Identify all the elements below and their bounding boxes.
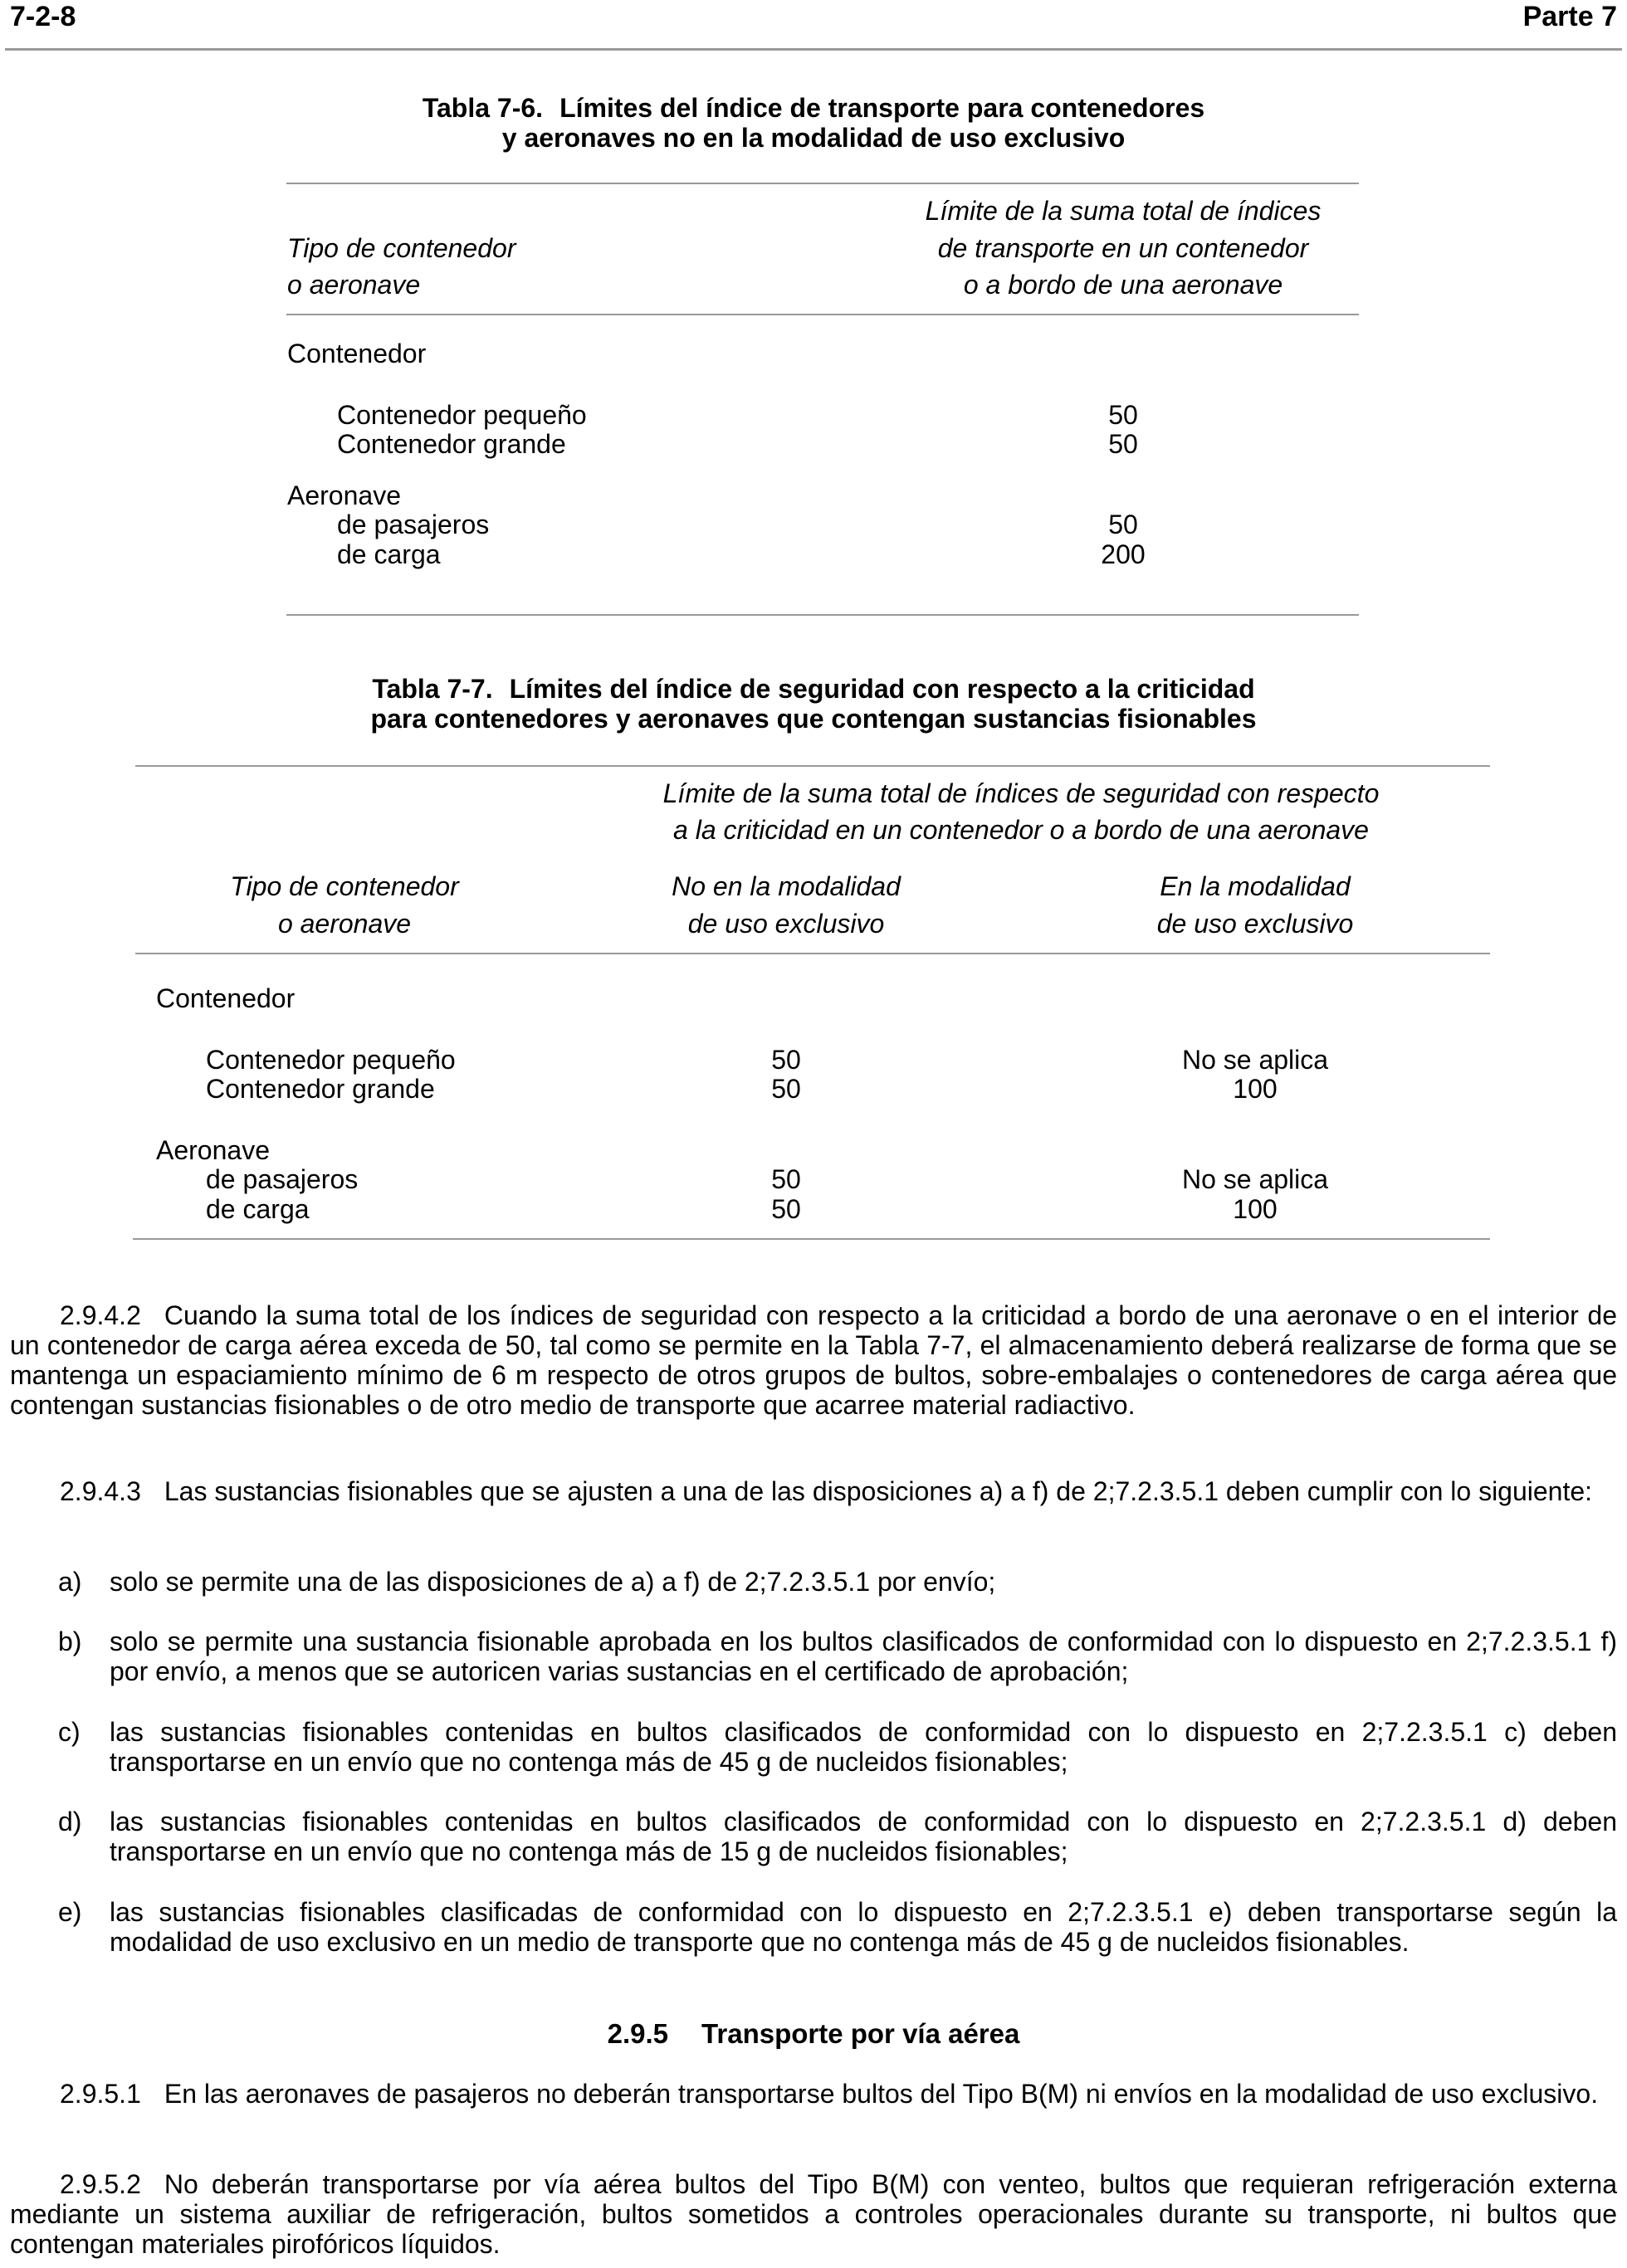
paragraph-2-9-5-2	[10, 2169, 1617, 2259]
header-rule	[5, 48, 1622, 51]
table-7-6-label: Tabla 7-6.	[422, 93, 544, 123]
table-7-6-col2-header: de transporte en un contenedor	[937, 233, 1309, 263]
table-7-6-group-label: Aeronave	[287, 480, 401, 510]
list-marker: b)	[58, 1627, 82, 1656]
list-text: las sustancias fisionables clasificadas de conformidad con lo dispuesto en 2;7.2.3.5.1 e) deben transportarse según la modalidad de uso exclusivo en un medio de transporte que no contenga más de 45 g de nucleidos fisionables.	[110, 1897, 1617, 1957]
paragraph-text: Cuando la suma total de los índices de seguridad con respecto a la criticidad a bordo de una aeronave o en el interior de un contenedor de carga aérea exceda de 50, tal como se permite en la Tabla 7-7, el almacenamiento deberá realizarse de forma que se mantenga un espaciamiento mínimo de 6 m respecto de otros grupos de bultos, sobre-embalajes o contenedores de carga aérea que contengan sustancias fisionables o de otro medio de transporte que acarree material radiactivo.	[10, 1300, 1617, 1420]
table-7-7-top-rule	[135, 765, 1490, 767]
list-item	[58, 1717, 1617, 1777]
table-7-7-row-label: de pasajeros	[206, 1164, 359, 1194]
table-7-6-row-value: 50	[1108, 429, 1138, 459]
table-7-7-bottom-rule	[133, 1238, 1490, 1240]
table-7-7-row-value: 50	[771, 1164, 801, 1194]
table-7-7-row-value: No se aplica	[1181, 1164, 1329, 1194]
table-7-6-title-line1: Límites del índice de transporte para contenedores	[559, 93, 1205, 123]
paragraph-2-9-5-1	[10, 2079, 1617, 2109]
table-7-7-row-label: Contenedor grande	[206, 1074, 435, 1104]
list-item	[58, 1897, 1617, 1957]
table-7-6-col2-header: o a bordo de una aeronave	[963, 270, 1283, 300]
list-marker: c)	[58, 1717, 81, 1747]
part-label: Parte 7	[1522, 1, 1617, 32]
table-7-7-col1-header: o aeronave	[277, 909, 412, 939]
table-7-7-header-rule	[135, 953, 1490, 954]
table-7-7-title-line1: Límites del índice de seguridad con respecto a la criticidad	[509, 674, 1255, 704]
table-7-7-row-value: 100	[1233, 1074, 1278, 1104]
table-7-7-col3-header: En la modalidad	[1160, 871, 1351, 901]
table-7-6-col1-header: Tipo de contenedor	[287, 233, 516, 263]
list-item	[58, 1567, 1617, 1597]
list-text: solo se permite una sustancia fisionable aprobada en los bultos clasificados de conformidad con lo dispuesto en 2;7.2.3.5.1 f) por envío, a menos que se autoricen varias sustancias en el certificado de aprobación;	[110, 1627, 1617, 1686]
list-item	[58, 1627, 1617, 1686]
paragraph-2-9-4-2	[10, 1300, 1617, 1420]
list-marker: e)	[58, 1897, 82, 1927]
table-7-7-row-value: 50	[771, 1074, 801, 1104]
table-7-7-col3-header: de uso exclusivo	[1156, 909, 1354, 939]
table-7-6-row-value: 50	[1108, 510, 1138, 539]
table-7-6-top-rule	[286, 183, 1359, 184]
table-7-6-title-line2: y aeronaves no en la modalidad de uso exclusivo	[501, 123, 1126, 153]
section-heading-2-9-5	[0, 2017, 1627, 2051]
table-7-7-row-value: 50	[771, 1045, 801, 1075]
table-7-6-row-label: Contenedor grande	[337, 429, 566, 459]
table-7-7-row-label: Contenedor pequeño	[206, 1045, 456, 1075]
table-7-6-row-label: de pasajeros	[337, 510, 490, 539]
page-number: 7-2-8	[10, 1, 76, 32]
table-7-6-col2-header: Límite de la suma total de índices	[925, 196, 1322, 226]
table-7-7-row-value: 50	[771, 1194, 801, 1224]
section-number: 2.9.5	[607, 2018, 669, 2049]
paragraph-number: 2.9.5.1	[60, 2079, 141, 2109]
list-marker: d)	[58, 1807, 82, 1836]
table-7-6-col1-header: o aeronave	[287, 270, 421, 300]
list-text: las sustancias fisionables contenidas en bultos clasificados de conformidad con lo dispuesto en 2;7.2.3.5.1 c) deben transportarse en un envío que no contenga más de 45 g de nucleidos fisionables;	[110, 1717, 1617, 1777]
table-7-6-row-value: 200	[1101, 539, 1146, 569]
table-7-7-group-label: Contenedor	[156, 983, 296, 1013]
paragraph-number: 2.9.4.3	[60, 1476, 141, 1506]
table-7-6-bottom-rule	[286, 614, 1359, 616]
paragraph-text: En las aeronaves de pasajeros no deberán transportarse bultos del Tipo B(M) ni envíos en la modalidad de uso exclusivo.	[164, 2079, 1599, 2109]
table-7-7-group-label: Aeronave	[156, 1135, 270, 1165]
table-7-6-row-label: de carga	[337, 539, 441, 569]
list-marker: a)	[58, 1567, 82, 1597]
table-7-7-row-label: de carga	[206, 1194, 310, 1224]
list-text: solo se permite una de las disposiciones de a) a f) de 2;7.2.3.5.1 por envío;	[110, 1567, 996, 1597]
table-7-6-group-label: Contenedor	[287, 339, 427, 368]
table-7-7-row-value: No se aplica	[1181, 1045, 1329, 1075]
table-7-7-col2-header: de uso exclusivo	[687, 909, 885, 939]
paragraph-text: Las sustancias fisionables que se ajusten a una de las disposiciones a) a f) de 2;7.2.3.5.1 deben cumplir con lo siguiente:	[164, 1476, 1593, 1506]
section-title: Transporte por vía aérea	[701, 2018, 1020, 2049]
table-7-7-row-value: 100	[1233, 1194, 1278, 1224]
table-7-7-col2-header: No en la modalidad	[672, 871, 901, 901]
list-item	[58, 1807, 1617, 1866]
list-text: las sustancias fisionables contenidas en bultos clasificados de conformidad con lo dispuesto en 2;7.2.3.5.1 d) deben transportarse en un envío que no contenga más de 15 g de nucleidos fisionables;	[110, 1807, 1617, 1866]
table-7-7-label: Tabla 7-7.	[372, 674, 493, 704]
table-7-6-row-label: Contenedor pequeño	[337, 400, 587, 430]
paragraph-2-9-4-3	[10, 1476, 1617, 1506]
table-7-7-span-header: a la criticidad en un contenedor o a bordo de una aeronave	[673, 815, 1369, 845]
paragraph-number: 2.9.5.2	[60, 2169, 141, 2199]
table-7-7-col1-header: Tipo de contenedor	[230, 871, 459, 901]
paragraph-number: 2.9.4.2	[60, 1300, 141, 1330]
table-7-7-title-line2: para contenedores y aeronaves que contengan sustancias fisionables	[370, 704, 1257, 734]
table-7-6-header-rule	[286, 314, 1359, 315]
table-7-6-caption	[0, 93, 1627, 124]
table-7-6-row-value: 50	[1108, 400, 1138, 430]
table-7-7-caption	[0, 674, 1627, 705]
paragraph-text: No deberán transportarse por vía aérea bultos del Tipo B(M) con venteo, bultos que requieran refrigeración externa mediante un sistema auxiliar de refrigeración, bultos sometidos a controles operacionales durante su transporte, ni bultos que contengan materiales pirofóricos líquidos.	[10, 2169, 1617, 2259]
table-7-7-span-header: Límite de la suma total de índices de seguridad con respecto	[662, 778, 1380, 808]
